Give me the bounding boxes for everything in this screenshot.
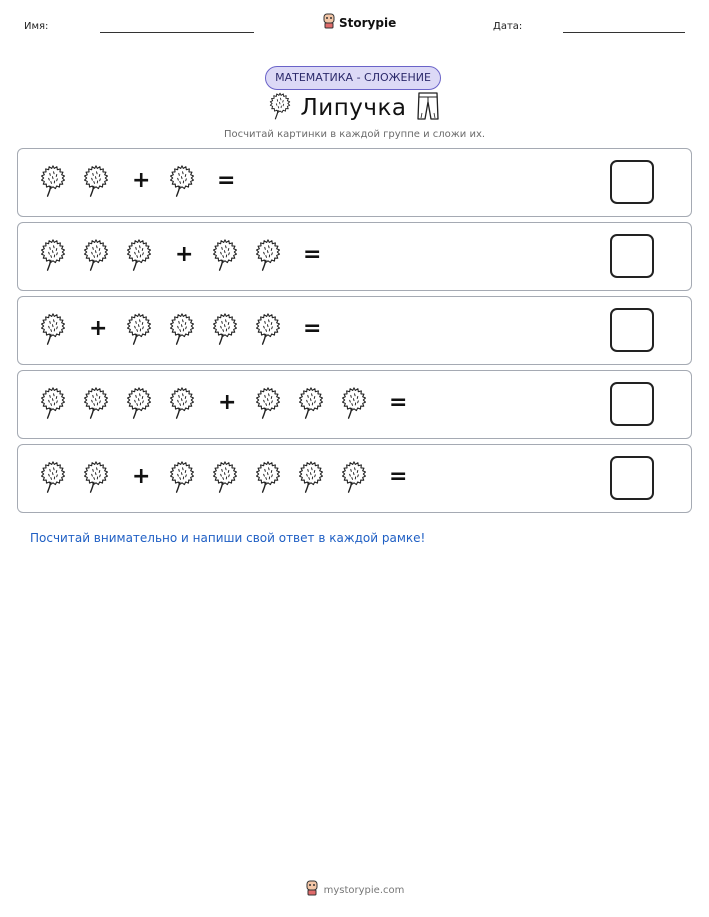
equals-sign: = xyxy=(303,316,322,341)
storypie-mascot-icon xyxy=(305,880,319,900)
date-field[interactable] xyxy=(563,32,685,33)
burdock-icon xyxy=(169,460,195,498)
plus-sign: + xyxy=(175,242,194,267)
burdock-icon xyxy=(212,460,238,498)
footer xyxy=(0,880,709,900)
date-label: Дата: xyxy=(493,21,523,32)
storypie-logo xyxy=(322,13,396,33)
burdock-icon xyxy=(126,312,152,350)
footer-note: Посчитай внимательно и напиши свой ответ в каждой рамке! xyxy=(30,531,426,545)
burdock-icon xyxy=(341,386,367,424)
page-title: Липучка xyxy=(300,95,407,121)
burdock-icon xyxy=(83,460,109,498)
plus-sign: + xyxy=(89,316,108,341)
pants-icon xyxy=(416,91,440,125)
problem-row xyxy=(17,148,692,217)
burdock-icon xyxy=(40,312,66,350)
plus-sign: + xyxy=(218,390,237,415)
burdock-icon xyxy=(255,460,281,498)
subject-badge: МАТЕМАТИКА - СЛОЖЕНИЕ xyxy=(265,66,441,90)
equals-sign: = xyxy=(389,390,408,415)
burdock-icon xyxy=(83,386,109,424)
burdock-icon xyxy=(212,312,238,350)
burdock-icon xyxy=(169,312,195,350)
burdock-icon xyxy=(341,460,367,498)
burdock-icon xyxy=(269,92,291,124)
burdock-icon xyxy=(40,164,66,202)
plus-sign: + xyxy=(132,464,151,489)
footer-url: mystorypie.com xyxy=(323,884,405,896)
plus-sign: + xyxy=(132,168,151,193)
burdock-icon xyxy=(83,164,109,202)
instructions: Посчитай картинки в каждой группе и сложи их. xyxy=(223,129,486,140)
burdock-icon xyxy=(40,386,66,424)
problem-row xyxy=(17,444,692,513)
burdock-icon xyxy=(169,386,195,424)
burdock-icon xyxy=(255,386,281,424)
equals-sign: = xyxy=(303,242,322,267)
name-field[interactable] xyxy=(100,32,254,33)
equals-sign: = xyxy=(389,464,408,489)
burdock-icon xyxy=(255,312,281,350)
name-label: Имя: xyxy=(24,21,49,32)
title-row xyxy=(0,91,709,125)
burdock-icon xyxy=(40,238,66,276)
burdock-icon xyxy=(169,164,195,202)
burdock-icon xyxy=(126,238,152,276)
burdock-icon xyxy=(83,238,109,276)
answer-box[interactable] xyxy=(610,308,654,352)
burdock-icon xyxy=(126,386,152,424)
logo-text: Storypie xyxy=(339,16,397,30)
answer-box[interactable] xyxy=(610,456,654,500)
answer-box[interactable] xyxy=(610,160,654,204)
burdock-icon xyxy=(40,460,66,498)
burdock-icon xyxy=(298,386,324,424)
equals-sign: = xyxy=(217,168,236,193)
burdock-icon xyxy=(255,238,281,276)
burdock-icon xyxy=(212,238,238,276)
answer-box[interactable] xyxy=(610,234,654,278)
problem-row xyxy=(17,222,692,291)
answer-box[interactable] xyxy=(610,382,654,426)
problem-row xyxy=(17,296,692,365)
problem-row xyxy=(17,370,692,439)
burdock-icon xyxy=(298,460,324,498)
storypie-mascot-icon xyxy=(322,13,336,33)
